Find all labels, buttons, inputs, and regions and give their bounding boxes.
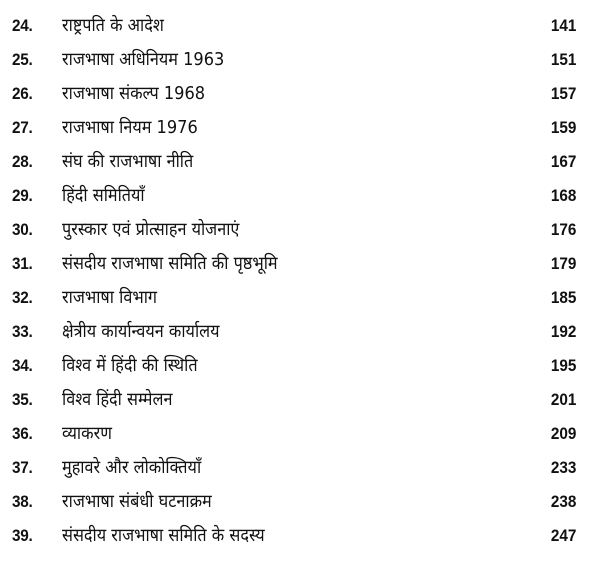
- entry-page: 168: [550, 186, 576, 205]
- entry-page: 195: [550, 356, 576, 375]
- entry-page: 233: [550, 458, 576, 477]
- entry-number: 34.: [12, 356, 33, 375]
- entry-number: 24.: [12, 16, 33, 35]
- entry-page: 176: [550, 220, 576, 239]
- toc-entry: [0, 146, 600, 180]
- entry-number: 25.: [12, 50, 33, 69]
- entry-page: 141: [550, 16, 576, 35]
- entry-number: 28.: [12, 152, 33, 171]
- entry-number: 29.: [12, 186, 33, 205]
- entry-page: 209: [550, 424, 576, 443]
- entry-number: 39.: [12, 526, 33, 545]
- entry-page: 185: [550, 288, 576, 307]
- entry-page: 192: [550, 322, 576, 341]
- entry-number: 35.: [12, 390, 33, 409]
- entry-title: संघ की राजभाषा नीति: [62, 151, 194, 172]
- toc-entry: [0, 248, 600, 282]
- entry-title: राजभाषा संकल्प 1968: [62, 83, 206, 104]
- entry-title: संसदीय राजभाषा समिति के सदस्य: [62, 525, 265, 546]
- entry-page: 151: [550, 50, 576, 69]
- entry-title: क्षेत्रीय कार्यान्वयन कार्यालय: [62, 321, 220, 342]
- toc-entry: [0, 112, 600, 146]
- toc-entry: [0, 384, 600, 418]
- entry-page: 167: [550, 152, 576, 171]
- entry-title: हिंदी समितियाँ: [62, 185, 145, 206]
- entry-number: 33.: [12, 322, 33, 341]
- toc-entry: [0, 44, 600, 78]
- entry-page: 238: [550, 492, 576, 511]
- toc-entry: [0, 350, 600, 384]
- toc-entry: [0, 316, 600, 350]
- entry-number: 32.: [12, 288, 33, 307]
- entry-title: राजभाषा विभाग: [62, 287, 158, 308]
- entry-number: 36.: [12, 424, 33, 443]
- entry-title: मुहावरे और लोकोक्तियाँ: [62, 457, 202, 478]
- toc-entry: [0, 418, 600, 452]
- entry-page: 247: [550, 526, 576, 545]
- toc-entry: [0, 10, 600, 44]
- entry-number: 38.: [12, 492, 33, 511]
- toc-entry: [0, 78, 600, 112]
- entry-page: 201: [550, 390, 576, 409]
- entry-title: व्याकरण: [62, 423, 112, 444]
- entry-title: राष्ट्रपति के आदेश: [62, 15, 164, 36]
- toc-entry: [0, 486, 600, 520]
- toc-entry: [0, 180, 600, 214]
- entry-number: 30.: [12, 220, 33, 239]
- entry-number: 27.: [12, 118, 33, 137]
- entry-title: राजभाषा संबंधी घटनाक्रम: [62, 491, 212, 512]
- entry-page: 157: [550, 84, 576, 103]
- toc-entry: [0, 520, 600, 554]
- toc-entry: [0, 214, 600, 248]
- entry-title: पुरस्कार एवं प्रोत्साहन योजनाएं: [62, 219, 240, 240]
- toc-entry: [0, 452, 600, 486]
- entry-number: 31.: [12, 254, 33, 273]
- table-of-contents: [0, 10, 600, 554]
- entry-title: विश्व में हिंदी की स्थिति: [62, 355, 198, 376]
- entry-title: संसदीय राजभाषा समिति की पृष्ठभूमि: [62, 253, 278, 274]
- entry-page: 179: [550, 254, 576, 273]
- entry-title: राजभाषा अधिनियम 1963: [62, 49, 225, 70]
- toc-entry: [0, 282, 600, 316]
- entry-number: 26.: [12, 84, 33, 103]
- entry-page: 159: [550, 118, 576, 137]
- entry-number: 37.: [12, 458, 33, 477]
- entry-title: राजभाषा नियम 1976: [62, 117, 198, 138]
- entry-title: विश्व हिंदी सम्मेलन: [62, 389, 173, 410]
